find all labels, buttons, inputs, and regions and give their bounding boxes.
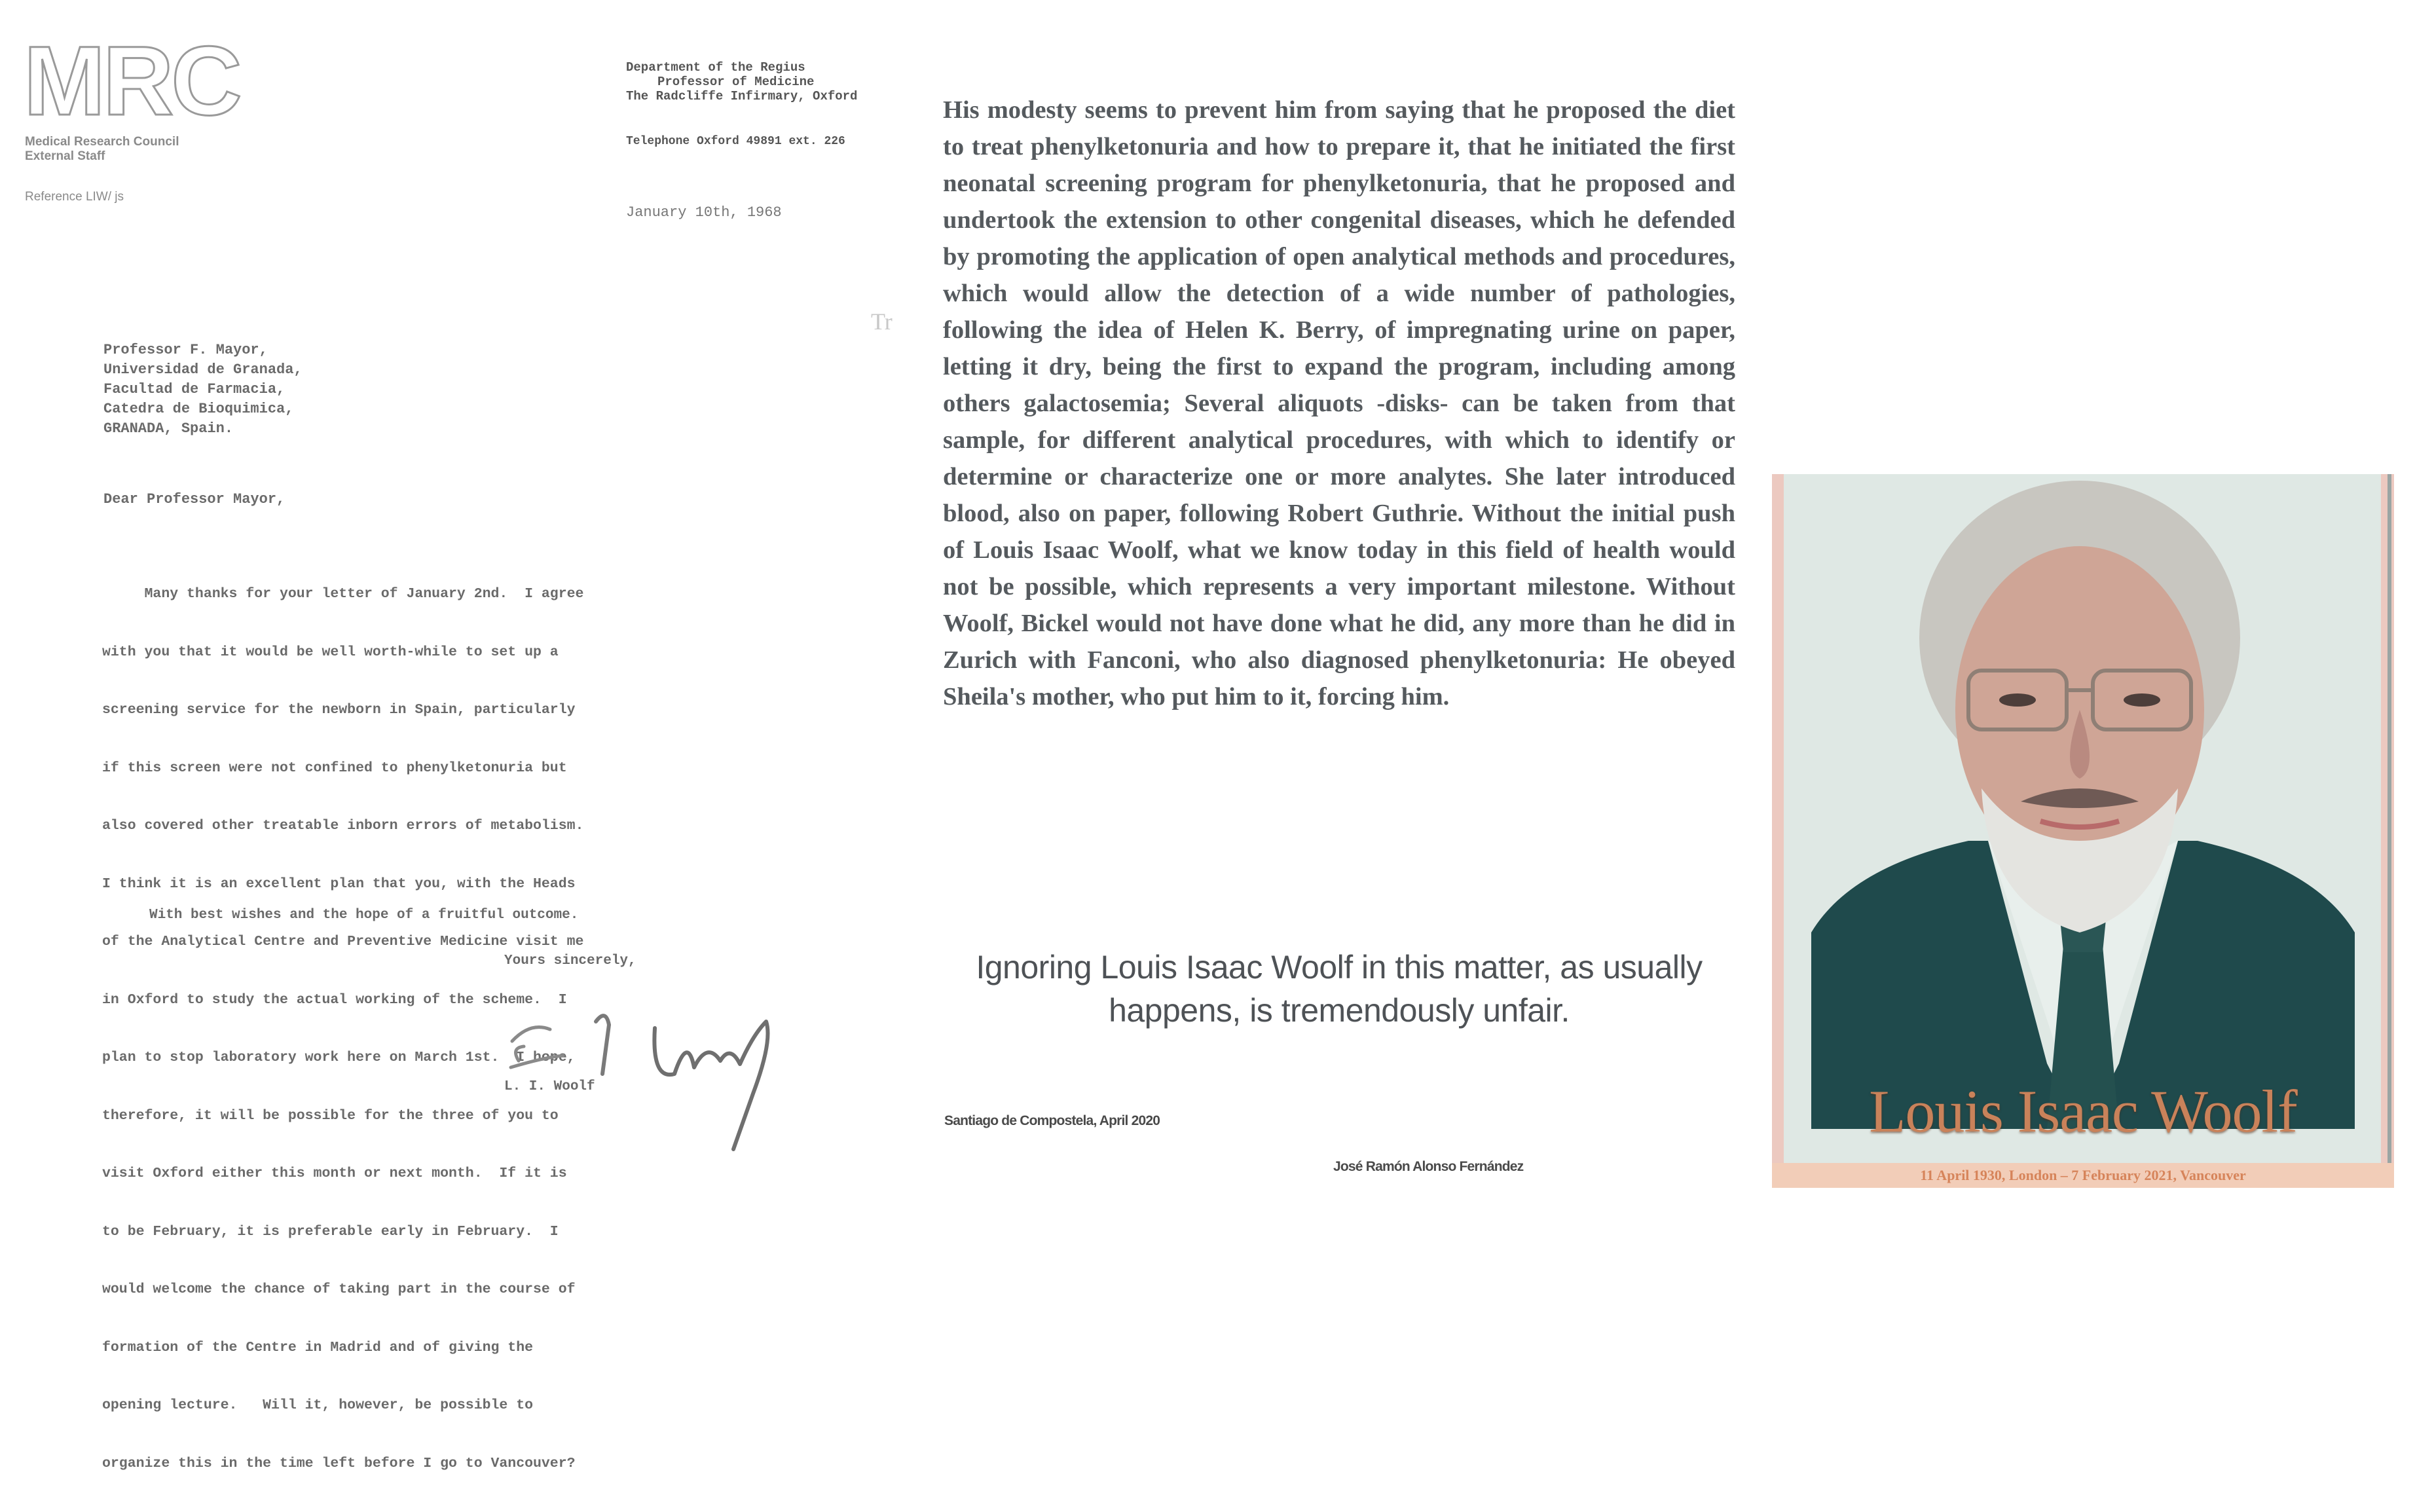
portrait-photo [1772,474,2394,1188]
address-line: Professor F. Mayor, [103,342,268,358]
address-line: Facultad de Farmacia, [103,381,286,397]
body-line: also covered other treatable inborn errors of metabolism. [102,818,584,834]
letter-document [0,0,917,1471]
address-line: Catedra de Bioquimica, [103,401,294,417]
body-line: Many thanks for your letter of January 2nd. I agree [102,586,584,602]
body-line: plan to stop laboratory work here on March 1st. I hope, [102,1050,576,1065]
closing: Yours sincerely, [504,953,636,968]
department-line: The Radcliffe Infirmary, Oxford [626,89,858,103]
address-line: Universidad de Granada, [103,361,303,378]
typed-signatory-name: L. I. Woolf [504,1079,595,1094]
pull-quote: Ignoring Louis Isaac Woolf in this matter, as usually happens, is tremendously unfair. [976,949,1703,1029]
body-line: opening lecture. Will it, however, be possible to [102,1397,534,1413]
organization-name [25,135,179,164]
portrait-name-caption: Louis Isaac Woolf [1869,1078,2297,1145]
handwritten-signature [504,995,819,1152]
telephone-line: Telephone Oxford 49891 ext. 226 [626,135,845,148]
body-line: I think it is an excellent plan that you, with the Heads [102,876,576,892]
best-wishes-line: With best wishes and the hope of a fruitful outcome. [149,908,579,923]
department-line: Department of the Regius [626,60,805,75]
mrc-logo: MRC [24,26,240,136]
body-line: to be February, it is preferable early in February. I [102,1223,559,1240]
body-line: if this screen were not confined to phenylketonuria but [102,760,567,776]
body-line: visit Oxford either this month or next month. If it is [102,1166,567,1181]
department-header [626,60,857,103]
body-line: in Oxford to study the actual working of the scheme. I [102,991,567,1008]
body-line: therefore, it will be possible for the three of you to [102,1107,559,1124]
reference-line: Reference LIW/ js [25,190,124,204]
portrait-life-dates: 11 April 1930, London – 7 February 2021, Vancouver [1772,1163,2394,1188]
recipient-address [103,341,303,439]
address-line: GRANADA, Spain. [103,420,234,437]
org-line: Medical Research Council [25,135,179,149]
margin-mark: Tr [871,308,893,335]
org-line: External Staff [25,149,105,163]
body-line: organize this in the time left before I go to Vancouver? [102,1455,576,1471]
body-line: would welcome the chance of taking part in the course of [102,1282,576,1297]
body-line: screening service for the newborn in Spain, particularly [102,702,576,718]
letter-date: January 10th, 1968 [626,204,782,221]
body-line: with you that it would be well worth-while to set up a [102,644,559,660]
place-and-date: Santiago de Compostela, April 2020 [944,1113,1160,1128]
body-line: of the Analytical Centre and Preventive Medicine visit me [102,934,584,950]
body-line: formation of the Centre in Madrid and of giving the [102,1339,534,1355]
author-name: José Ramón Alonso Fernández [1333,1159,1524,1174]
department-line: Professor of Medicine [657,75,815,89]
article-paragraph: His modesty seems to prevent him from saying that he proposed the diet to treat phenylketonuria and how to prepare it, that he initiated the first neonatal screening program for phenylketonuria, that he proposed and undertook the extension to other congenital diseases, which he defended by promoting the application of open analytical methods and procedures, which would allow the detection of a wide number of pathologies, following the idea of Helen K. Berry, of impregnating urine on paper, letting it dry, being the first to expand the program, including among others galactosemia; Several aliquots -disks- can be taken from that sample, for different analytical procedures, with which to identify or determine or characterize one or more analytes. She later introduced blood, also on paper, following Robert Guthrie. Without the initial push of Louis Isaac Woolf, what we know today in this field of health would not be possible, which represents a very important milestone. Without Woolf, Bickel would not have done what he did, any more than he did in Zurich with Fanconi, who also diagnosed phenylketonuria: He obeyed Sheila's mother, who put him to it, forcing him. [943,96,1735,710]
salutation: Dear Professor Mayor, [103,491,286,507]
